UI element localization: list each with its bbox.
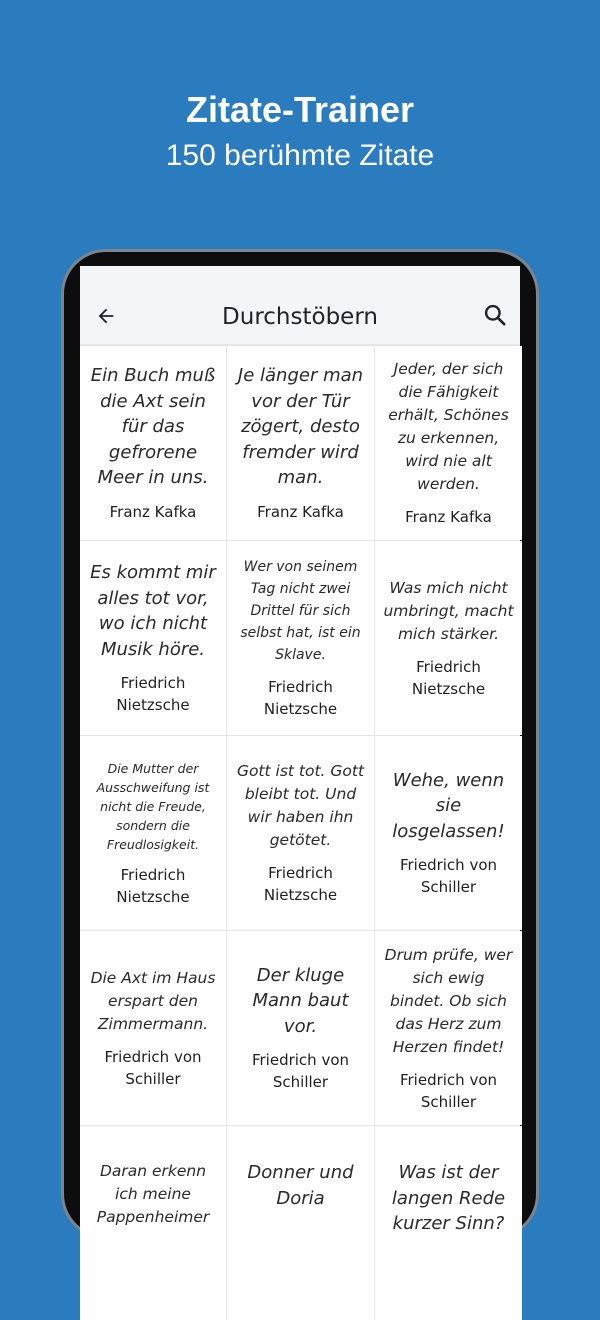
quote-author: Friedrich Nietzsche (116, 674, 190, 714)
quote-card[interactable] (375, 541, 522, 735)
quote-card[interactable] (375, 346, 522, 540)
quote-text: Drum prüfe, wer sich ewig bindet. Ob sich das Herz zum Herzen findet! (384, 945, 513, 1056)
quote-card[interactable] (227, 736, 374, 930)
quote-card[interactable] (227, 1126, 374, 1320)
promo-title: Zitate-Trainer (185, 89, 415, 130)
quote-author: Franz Kafka (405, 508, 492, 526)
search-button[interactable] (480, 300, 510, 330)
quote-card[interactable] (80, 1126, 226, 1320)
quote-card[interactable] (80, 541, 226, 735)
quote-card[interactable] (375, 1126, 522, 1320)
quote-card[interactable] (80, 736, 226, 930)
arrow-left-icon (95, 305, 117, 327)
app-screen (80, 266, 520, 1234)
search-icon (482, 302, 508, 328)
quote-text: Die Mutter der Ausschweifung ist nicht die Freude, sondern die Freudlosigkeit. (96, 760, 210, 852)
quote-text: Donner und Doria (247, 1162, 354, 1209)
quote-author: Friedrich von Schiller (104, 1047, 202, 1088)
quote-text: Was mich nicht umbringt, macht mich stärker. (383, 578, 514, 643)
quote-card[interactable] (80, 931, 226, 1125)
quote-author: Friedrich Nietzsche (263, 864, 338, 904)
quote-card[interactable] (227, 931, 374, 1125)
quote-text: Wer von seinem Tag nicht zwei Drittel für sich selbst hat, ist ein Sklave. (240, 559, 361, 663)
quote-text: Wehe, wenn sie losgelassen! (392, 769, 505, 842)
quote-card[interactable] (227, 541, 374, 735)
quote-text: Es kommt mir alles tot vor, wo ich nicht Musik höre. (90, 562, 216, 660)
quote-author: Friedrich Nietzsche (411, 657, 486, 698)
quote-text: Daran erkenn ich meine Pappenheimer (96, 1162, 210, 1226)
quote-author: Franz Kafka (109, 502, 197, 521)
quote-text: Je länger man vor der Tür zögert, desto fremder wird man. (237, 365, 364, 489)
page-title: Durchstöbern (222, 304, 378, 330)
quote-card[interactable] (80, 346, 226, 540)
quote-text: Ein Buch muß die Axt sein für das gefrorene Meer in uns. (90, 365, 216, 489)
quote-author: Friedrich Nietzsche (263, 678, 338, 718)
quote-text: Die Axt im Haus erspart den Zimmermann. (90, 968, 216, 1033)
quote-text: Der kluge Mann baut vor. (252, 964, 349, 1037)
quote-text: Was ist der langen Rede kurzer Sinn? (391, 1162, 506, 1234)
quote-author: Franz Kafka (257, 502, 344, 521)
quote-author: Friedrich Nietzsche (116, 865, 190, 906)
quote-grid (80, 345, 520, 1320)
quote-author: Friedrich von Schiller (399, 856, 498, 897)
back-button[interactable] (92, 302, 120, 330)
quote-text: Jeder, der sich die Fähigkeit erhält, Schönes zu erkennen, wird nie alt werden. (388, 360, 509, 493)
quote-author: Friedrich von Schiller (251, 1051, 350, 1092)
quote-text: Gott ist tot. Gott bleibt tot. Und wir haben ihn getötet. (236, 762, 365, 849)
promo-subtitle: 150 berühmte Zitate (165, 139, 435, 172)
quote-card[interactable] (375, 931, 522, 1125)
quote-author: Friedrich von Schiller (399, 1070, 498, 1111)
quote-card[interactable] (375, 736, 522, 930)
phone-frame (64, 252, 536, 1236)
quote-card[interactable] (227, 346, 374, 540)
app-bar (80, 266, 520, 345)
